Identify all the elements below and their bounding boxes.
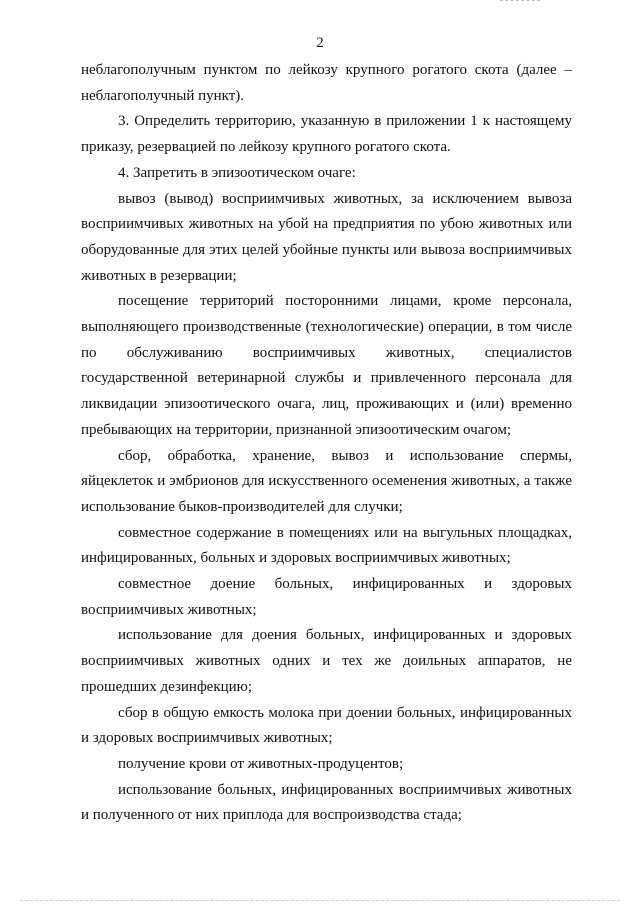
paragraph-prohibition-milk-collection: сбор в общую емкость молока при доении больных, инфицированных и здоровых восприимчивых животных; [81,704,572,747]
paragraph-prohibition-visits: посещение территорий посторонними лицами, кроме персонала, выполняющего производственные (технологические) операции, в том числе по обслуживанию восприимчивых животных, специалистов государственной ветеринарной службы и привлеченного персонала для ликвидации эпизоотического очага, лиц, проживающих и (или) временно пребывающих на территории, признанной эпизоотическим очагом; [81,293,572,438]
paragraph-prohibition-joint-keeping: совместное содержание в помещениях или на выгульных площадках, инфицированных, больных и здоровых восприимчивых животных; [81,524,572,567]
scan-edge-mark-top [500,0,540,2]
document-body [81,58,572,829]
paragraph-continuation: неблагополучным пунктом по лейкозу крупного рогатого скота (далее – неблагополучный пункт). [81,62,572,104]
paragraph-item-4-heading: 4. Запретить в эпизоотическом очаге: [118,164,356,181]
paragraph-prohibition-joint-milking: совместное доение больных, инфицированных и здоровых восприимчивых животных; [81,576,572,618]
paragraph-item-3: 3. Определить территорию, указанную в приложении 1 к настоящему приказу, резервацией по лейкозу крупного рогатого скота. [81,113,572,156]
paragraph-prohibition-semen: сбор, обработка, хранение, вывоз и использование спермы, яйцеклеток и эмбрионов для искусственного осеменения животных, а также использование быков-производителей для случки; [81,447,572,515]
paragraph-prohibition-blood: получение крови от животных-продуцентов; [118,755,404,772]
paragraph-prohibition-reproduction: использование больных, инфицированных восприимчивых животных и полученного от них приплода для воспроизводства стада; [81,781,572,824]
paragraph-prohibition-milking-machines: использование для доения больных, инфицированных и здоровых восприимчивых животных одних и тех же доильных аппаратов, не прошедших дезинфекцию; [81,627,572,695]
scan-edge-mark-bottom [20,900,620,902]
page-number: 2 [316,35,324,51]
paragraph-prohibition-export: вывоз (вывод) восприимчивых животных, за исключением вывоза восприимчивых животных на убой на предприятия по убою животных или оборудованные для этих целей убойные пункты или вывоза восприимчивых животных в резервации; [81,190,572,284]
